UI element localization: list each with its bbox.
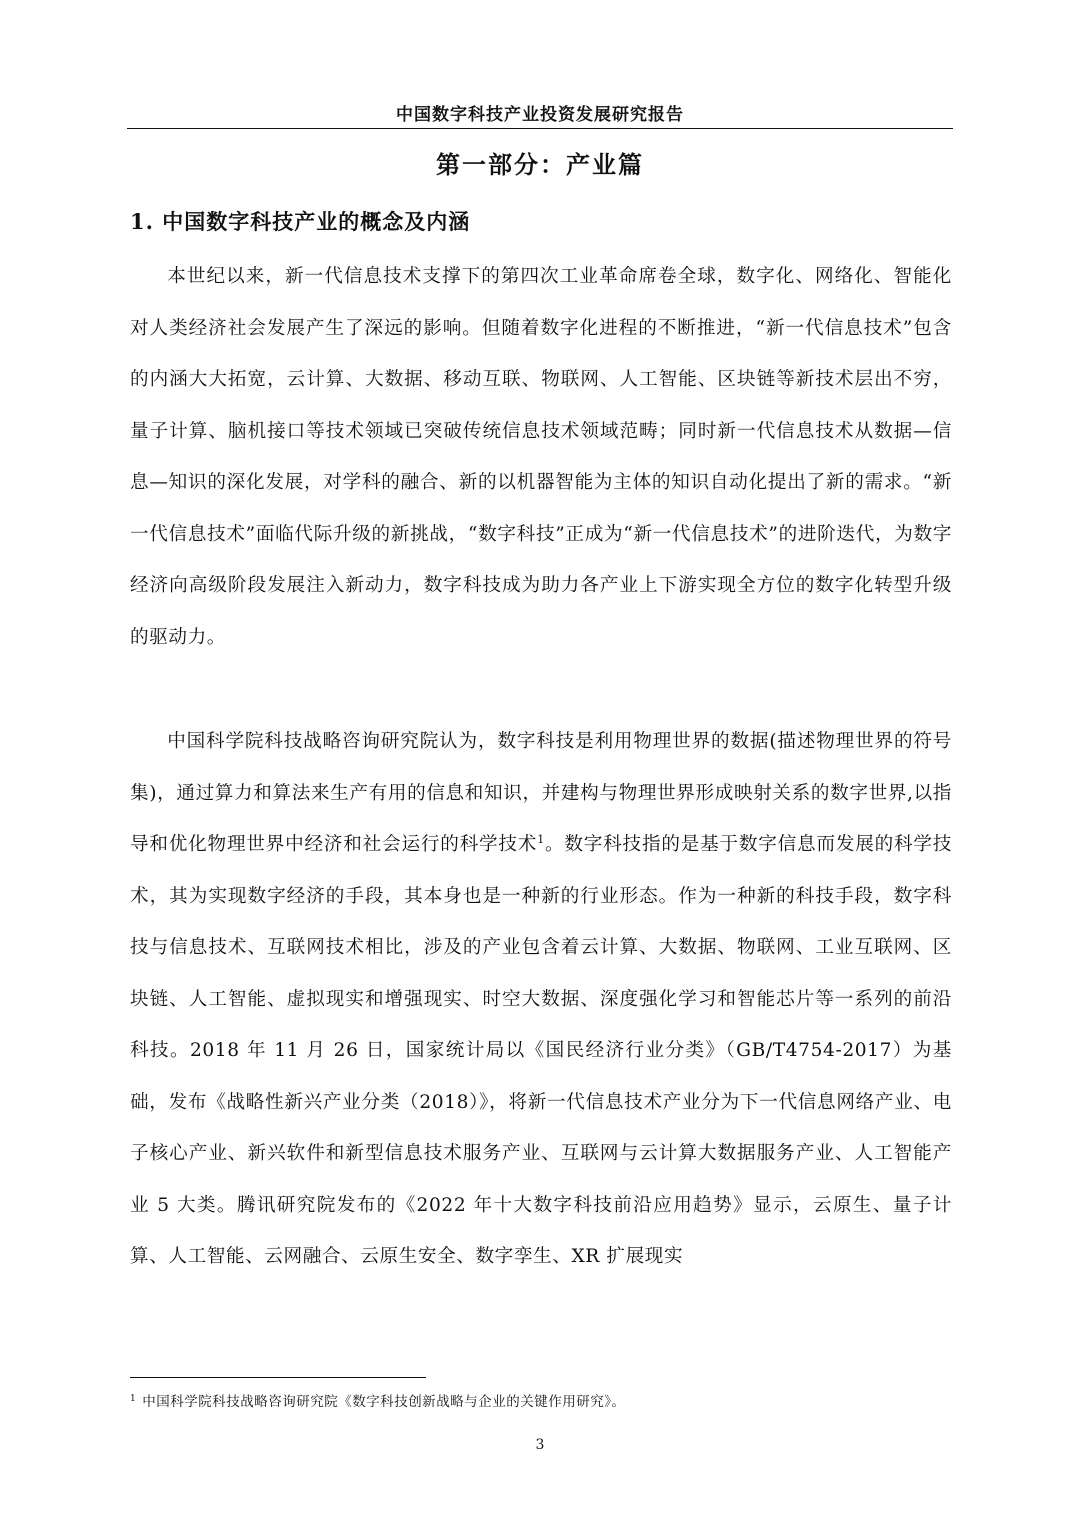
section-heading: 1. 中国数字科技产业的概念及内涵 — [130, 209, 471, 234]
footnote-reference[interactable]: 1 — [537, 832, 545, 846]
footnote-separator — [130, 1377, 426, 1378]
body-paragraph-2 — [130, 716, 952, 1283]
running-header: 中国数字科技产业投资发展研究报告 — [396, 105, 684, 125]
part-title: 第一部分：产业篇 — [436, 150, 644, 179]
footnote — [130, 1390, 625, 1410]
page-number: 3 — [535, 1437, 545, 1453]
footnote-marker: 1 — [130, 1393, 137, 1404]
header-rule — [127, 128, 953, 129]
paragraph-2-text-after-note: 。数字科技指的是基于数字信息而发展的科学技术，其为实现数字经济的手段，其本身也是一种新的行业形态。作为一种新的科技手段，数字科技与信息技术、互联网技术相比，涉及的产业包含着云计算、大数据、物联网、工业互联网、区块链、人工智能、虚拟现实和增强现实、时空大数据、深度强化学习和智能芯片等一系列的前沿科技。2018 年 11 月 26 日，国家统计局以《国民经济行业分类》（GB/T4754-2017）为基础，发布《战略性新兴产业分类（2018）》，将新一代信息技术产业分为下一代信息网络产业、电子核心产业、新兴软件和新型信息技术服务产业、互联网与云计算大数据服务产业、人工智能产业 5 大类。腾讯研究院发布的《2022 年十大数字科技前沿应用趋势》显示，云原生、量子计算、人工智能、云网融合、云原生安全、数字孪生、XR 扩展现实 — [130, 834, 952, 1267]
footnote-text: 中国科学院科技战略咨询研究院《数字科技创新战略与企业的关键作用研究》。 — [142, 1394, 626, 1410]
paragraph-2-text-before-note: 中国科学院科技战略咨询研究院认为，数字科技是利用物理世界的数据(描述物理世界的符号集)，通过算力和算法来生产有用的信息和知识，并建构与物理世界形成映射关系的数字世界,以指导和优化物理世界中经济和社会运行的科学技术 — [130, 731, 952, 855]
body-paragraph-1: 本世纪以来，新一代信息技术支撑下的第四次工业革命席卷全球，数字化、网络化、智能化对人类经济社会发展产生了深远的影响。但随着数字化进程的不断推进，“新一代信息技术”包含的内涵大大拓宽，云计算、大数据、移动互联、物联网、人工智能、区块链等新技术层出不穷，量子计算、脑机接口等技术领域已突破传统信息技术领域范畴；同时新一代信息技术从数据—信息—知识的深化发展，对学科的融合、新的以机器智能为主体的知识自动化提出了新的需求。“新一代信息技术”面临代际升级的新挑战，“数字科技”正成为“新一代信息技术”的进阶迭代，为数字经济向高级阶段发展注入新动力，数字科技成为助力各产业上下游实现全方位的数字化转型升级的驱动力。 — [130, 266, 952, 648]
